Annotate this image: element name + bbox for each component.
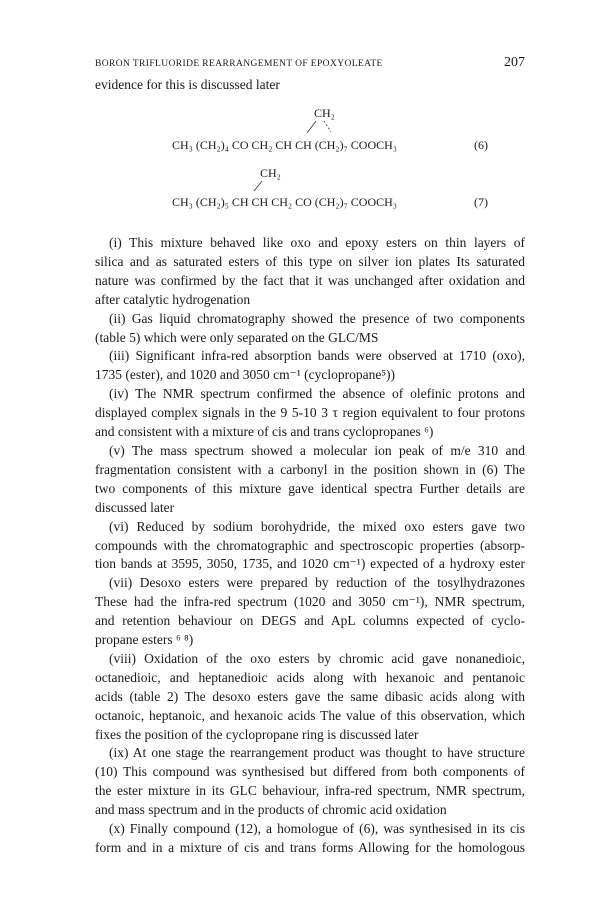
text-line: fixes the position of the cyclopropane ring is discussed later — [95, 726, 419, 742]
text-line: (x) Finally compound (12), a homologue of (6), was synthesised in its cis — [109, 821, 525, 837]
text-line: These had the infra-red spectrum (1020 and 3050 cm⁻¹), NMR spectrum, — [95, 594, 525, 610]
text-line: displayed complex signals in the 9 5-10 3 τ region equivalent to four protons — [95, 405, 525, 421]
text-line: nature was confirmed by the fact that it was unchanged after oxidation and — [95, 272, 525, 288]
intro-line: evidence for this is discussed later — [95, 77, 280, 92]
text-line: octanedioic, and heptanedioic acids along with hexanoic and pentanoic — [95, 669, 525, 685]
page-number: 207 — [504, 55, 525, 70]
text-line: and retention behaviour on DEGS and ApL columns expected of cyclo- — [95, 613, 525, 629]
formula-7-main: CH₃ (CH₂)₅ CH CH CH₂ CO (CH₂)₇ COOCH₃ — [172, 195, 397, 209]
text-line: octanoic, heptanoic, and hexanoic acids The value of this observation, which — [95, 707, 525, 723]
text-line: silica and as saturated esters of this type on silver ion plates Its saturated — [95, 253, 525, 269]
formula-7-ch2: CH₂ — [260, 166, 281, 180]
text-line: acids (table 2) The desoxo esters gave the same dibasic acids along with — [95, 688, 525, 704]
text-line: compounds with the chromatographic and spectroscopic properties (absorp- — [95, 537, 525, 553]
text-line: (vii) Desoxo esters were prepared by reduction of the tosylhydrazones — [109, 575, 525, 591]
text-line: 1735 (ester), and 1020 and 3050 cm⁻¹ (cyclopropane⁵)) — [95, 367, 396, 383]
text-line: (table 5) which were only separated on the GLC/MS — [95, 329, 379, 345]
text-line: (10) This compound was synthesised but differed from both components of — [95, 764, 525, 780]
running-title: BORON TRIFLUORIDE REARRANGEMENT OF EPOXYOLEATE — [95, 59, 383, 69]
formula-7-number: (7) — [474, 195, 488, 209]
text-line: (v) The mass spectrum showed a molecular ion peak of m/e 310 and — [109, 442, 525, 458]
text-line: and mass spectrum and in the products of chromic acid oxidation — [95, 802, 447, 818]
formula-6-number: (6) — [474, 138, 488, 152]
text-line: discussed later — [95, 499, 175, 515]
text-line: tion bands at 3595, 3050, 1735, and 1020 cm⁻¹) expected of a hydroxy ester — [95, 556, 525, 572]
text-line: and consistent with a mixture of cis and trans cyclopropanes ⁶) — [95, 424, 434, 440]
text-line: (viii) Oxidation of the oxo esters by chromic acid gave nonanedioic, — [109, 650, 525, 666]
text-line: fragmentation consistent with a carbonyl in the position shown in (6) The — [95, 461, 525, 477]
text-line: after catalytic hydrogenation — [95, 291, 251, 307]
text-line: (ix) At one stage the rearrangement product was thought to have structure — [109, 745, 525, 761]
text-line: form and in a mixture of cis and trans forms Allowing for the homologous — [95, 840, 525, 855]
text-line: propane esters ⁶ ⁸) — [95, 632, 194, 648]
text-line: (ii) Gas liquid chromatography showed the presence of two components — [109, 310, 525, 326]
formula-6-ch2: CH₂ — [314, 106, 335, 120]
text-line: (iii) Significant infra-red absorption bands were observed at 1710 (oxo), — [109, 348, 525, 364]
text-line: (iv) The NMR spectrum confirmed the absence of olefinic protons and — [109, 386, 525, 402]
body-text — [95, 234, 525, 858]
text-line: two components of this mixture gave identical spectra Further details are — [95, 480, 525, 496]
text-line: the ester mixture in its GLC behaviour, infra-red spectrum, NMR spectrum, — [95, 783, 525, 799]
formula-6-main: CH₃ (CH₂)₄ CO CH₂ CH CH (CH₂)₇ COOCH₃ — [172, 138, 397, 152]
text-line: (i) This mixture behaved like oxo and epoxy esters on thin layers of — [109, 235, 525, 250]
text-line: (vi) Reduced by sodium borohydride, the mixed oxo esters gave two — [109, 518, 525, 534]
